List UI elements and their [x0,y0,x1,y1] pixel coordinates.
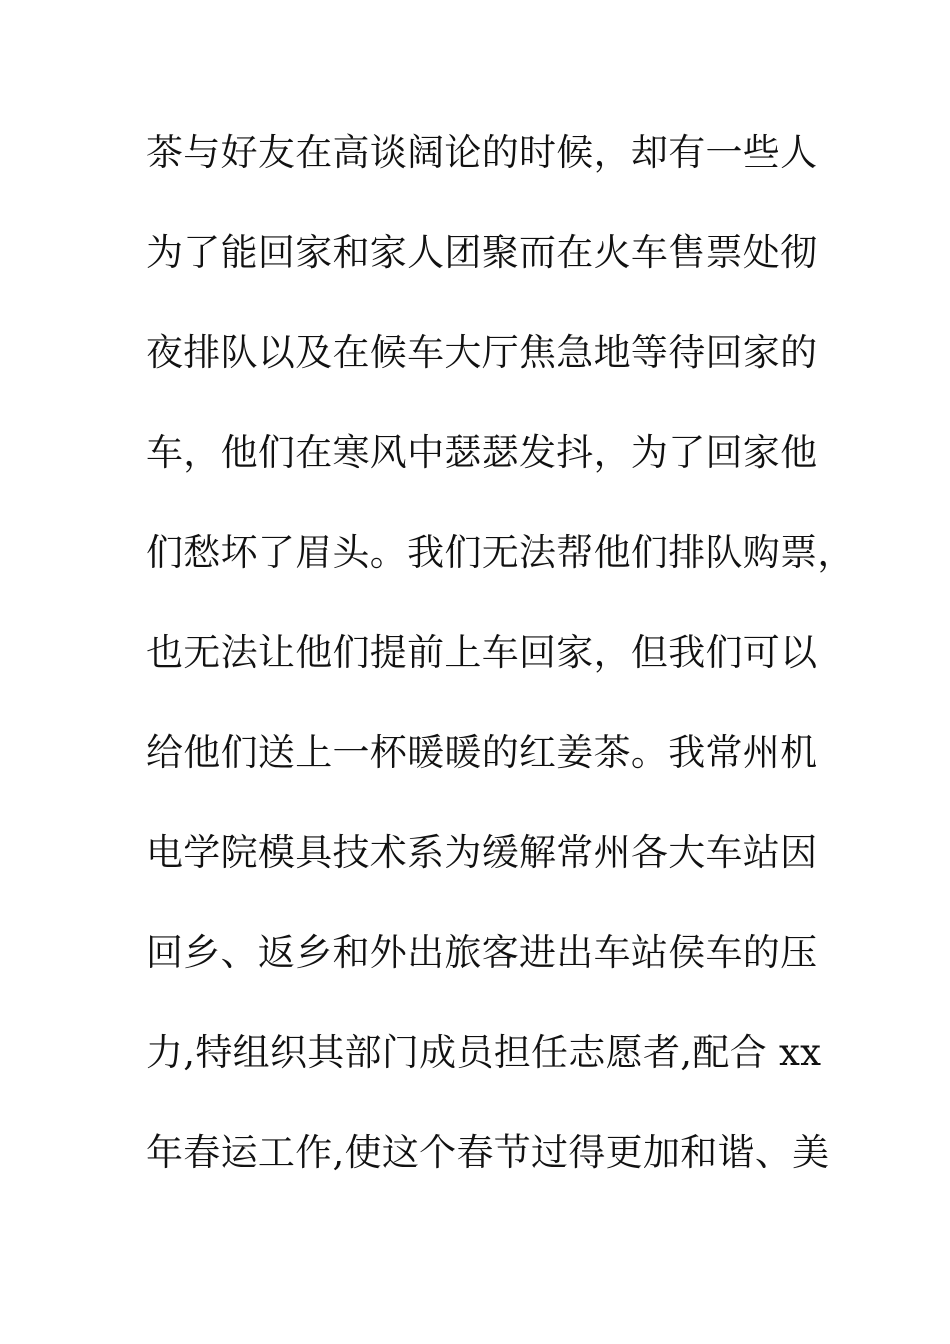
text-line: 茶与好友在高谈阔论的时候，却有一些人 [146,131,818,174]
text-line: 年春运工作,使这个春节过得更加和谐、美 [146,1131,830,1174]
text-line: 力,特组织其部门成员担任志愿者,配合 xx [146,1031,822,1074]
text-line: 也无法让他们提前上车回家，但我们可以 [146,631,818,674]
text-line: 回乡、返乡和外出旅客进出车站侯车的压 [146,931,818,974]
text-line: 给他们送上一杯暖暖的红姜茶。我常州机 [146,731,818,774]
text-line: 为了能回家和家人团聚而在火车售票处彻 [146,231,818,274]
text-line: 们愁坏了眉头。我们无法帮他们排队购票， [146,531,855,574]
body-text [146,122,855,1222]
text-line: 电学院模具技术系为缓解常州各大车站因 [146,831,818,874]
text-line: 夜排队以及在候车大厅焦急地等待回家的 [146,331,818,374]
text-line: 车，他们在寒风中瑟瑟发抖，为了回家他 [146,431,818,474]
